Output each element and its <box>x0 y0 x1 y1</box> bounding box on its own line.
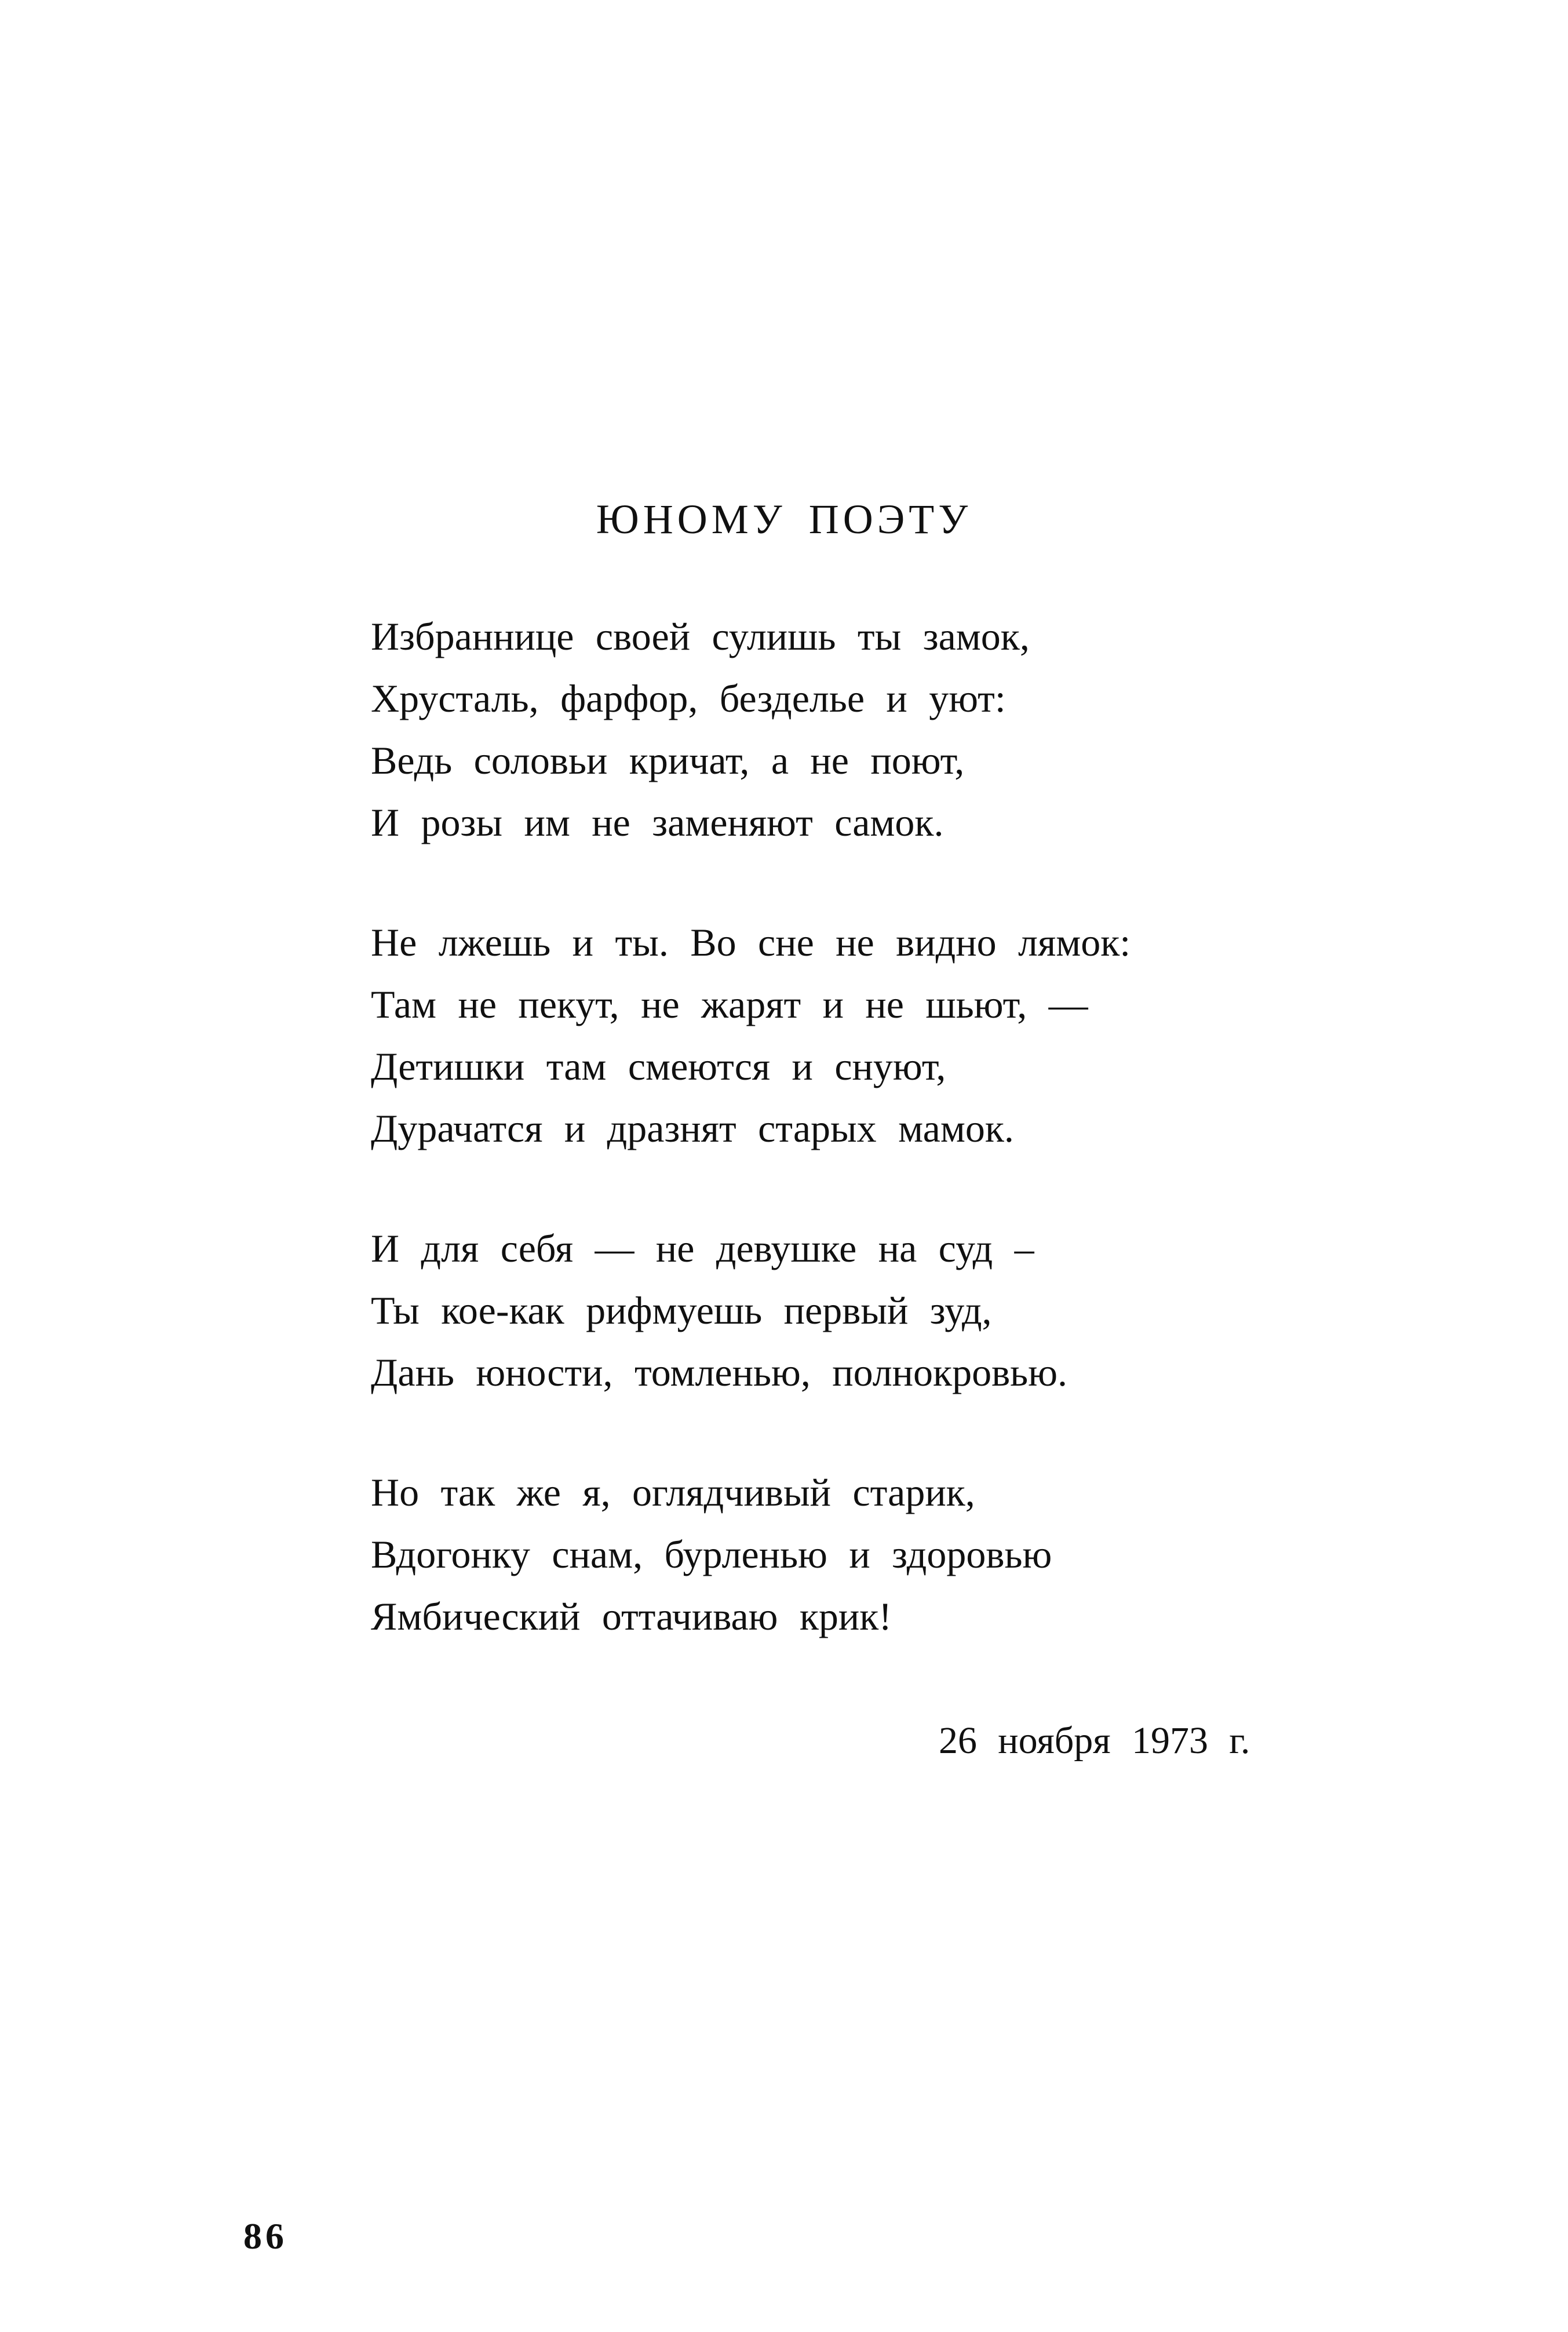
poem-line: Дань юности, томленью, полнокровью. <box>371 1350 1067 1394</box>
poem-line: Ты кое-как рифмуешь первый зуд, <box>371 1288 992 1332</box>
stanza-3 <box>371 1218 1131 1404</box>
poem-line: Ямбический оттачиваю крик! <box>371 1594 892 1638</box>
poem-line: Но так же я, оглядчивый старик, <box>371 1470 975 1514</box>
poem-line: И для себя — не девушке на суд – <box>371 1226 1034 1270</box>
poem-line: Детишки там смеются и снуют, <box>371 1044 946 1088</box>
poem-line: Не лжешь и ты. Во сне не видно лямок: <box>371 920 1131 964</box>
stanza-2 <box>371 912 1131 1160</box>
poem-line: И розы им не заменяют самок. <box>371 800 944 844</box>
poem-line: Вдогонку снам, бурленью и здоровью <box>371 1532 1052 1576</box>
page-number: 86 <box>243 2216 287 2257</box>
poem-line: Хрусталь, фарфор, безделье и уют: <box>371 676 1006 720</box>
poem-line: Ведь соловьи кричат, а не поют, <box>371 738 965 782</box>
poem-line: Там не пекут, не жарят и не шьют, — <box>371 982 1088 1026</box>
poem-title: ЮНОМУ ПОЭТУ <box>596 496 972 542</box>
date-line: 26 ноября 1973 г. <box>939 1719 1250 1762</box>
poem-line: Дурачатся и дразнят старых мамок. <box>371 1106 1014 1150</box>
poem-line: Избраннице своей сулишь ты замок, <box>371 614 1030 658</box>
stanza-1 <box>371 606 1131 854</box>
poem-body <box>371 606 1131 1706</box>
stanza-4 <box>371 1462 1131 1648</box>
